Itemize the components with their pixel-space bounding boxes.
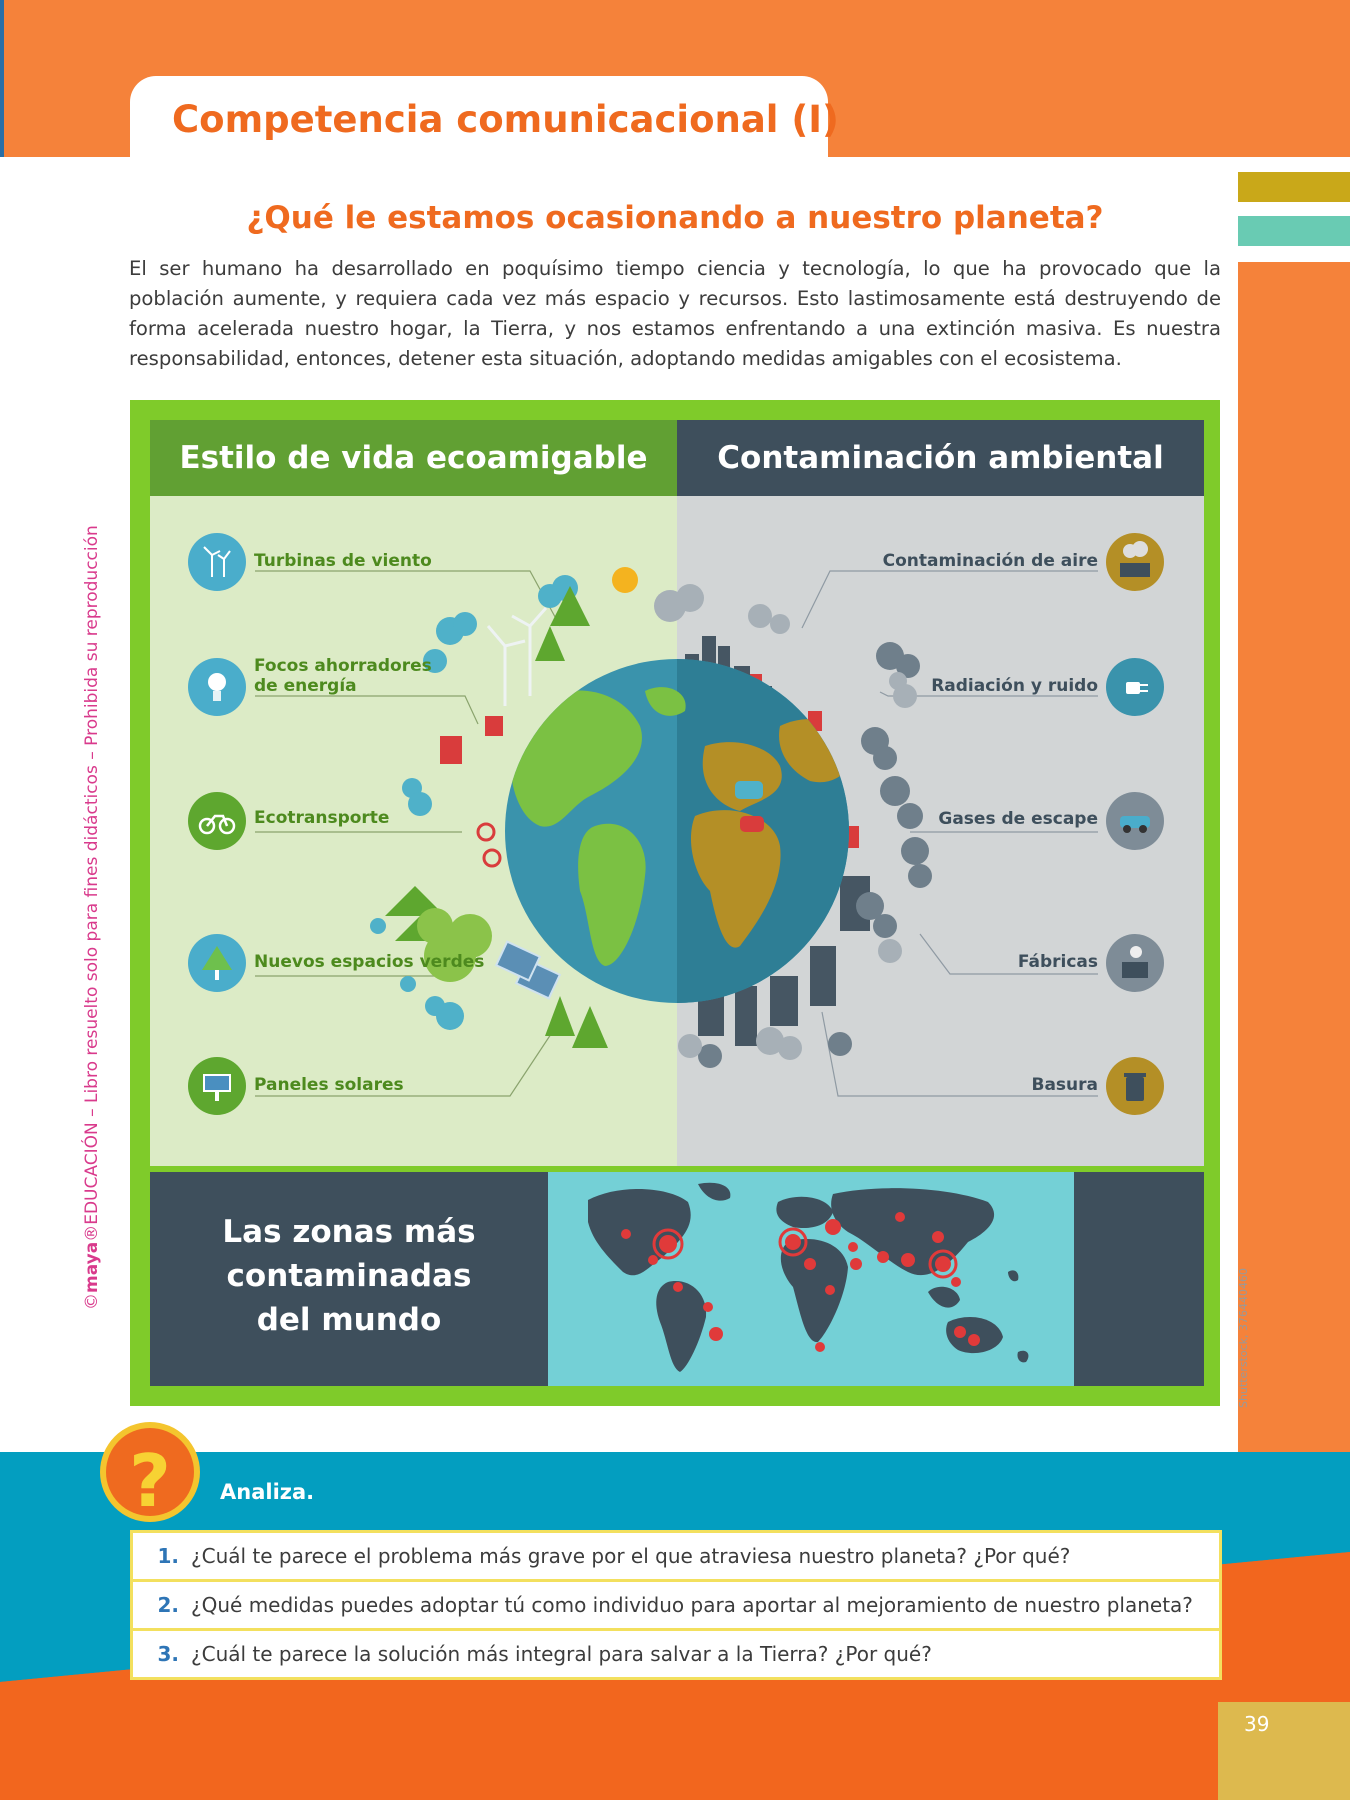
page-number: 39: [1244, 1712, 1270, 1736]
zones-title: [150, 1210, 548, 1342]
svg-text:?: ?: [129, 1439, 171, 1523]
questions-list: [130, 1530, 1222, 1677]
section-heading: ¿Qué le estamos ocasionando a nuestro planeta?: [246, 200, 1104, 236]
analiza-label: Analiza.: [220, 1480, 315, 1504]
lightbulb-icon: [188, 658, 246, 716]
photo-credit: Shutterstock, 376440460: [1237, 1267, 1250, 1408]
trash-can-icon: [1106, 1057, 1164, 1115]
label-espacios-verdes: Nuevos espacios verdes: [254, 952, 485, 972]
page-title: Competencia comunicacional (I): [172, 98, 839, 141]
question-item: [130, 1628, 1222, 1680]
label-paneles: Paneles solares: [254, 1075, 404, 1095]
question-number: 3.: [157, 1642, 179, 1666]
question-item: [130, 1579, 1222, 1631]
brand-name: maya: [82, 1241, 102, 1293]
question-text: ¿Cuál te parece el problema más grave por el que atraviesa nuestro planeta? ¿Por qué?: [191, 1544, 1071, 1568]
pollution-panel-title: Contaminación ambiental: [677, 420, 1204, 496]
label-turbinas: Turbinas de viento: [254, 551, 432, 571]
label-ecotransporte: Ecotransporte: [254, 808, 390, 828]
car-icon: [1106, 792, 1164, 850]
question-text: ¿Cuál te parece la solución más integral para salvar a la Tierra? ¿Por qué?: [191, 1642, 932, 1666]
side-credit-text: EDUCACIÓN – Libro resuelto solo para fines didácticos – Prohibida su reproducción: [82, 525, 102, 1225]
label-focos: Focos ahorradores de energía: [254, 656, 432, 696]
olive-stripe: [1238, 172, 1350, 202]
wind-turbine-icon: [188, 533, 246, 591]
zones-title-line-1: Las zonas más: [222, 1214, 476, 1250]
question-item: [130, 1530, 1222, 1582]
question-number: 2.: [157, 1593, 179, 1617]
bicycle-icon: [188, 792, 246, 850]
intro-paragraph: El ser humano ha desarrollado en poquísimo tiempo ciencia y tecnología, lo que ha provocado que la población aumente, y requiera cada vez más espacio y recursos. Esto lastimosamente está destruyendo de forma acelerada nuestro hogar, la Tierra, y nos estamos enfrentando a una extinción masiva. Es nuestra responsabilidad, entonces, detener esta situación, adoptando medidas amigables con el ecosistema.: [129, 257, 1221, 370]
factory-smoke-icon: [1106, 533, 1164, 591]
plug-icon: [1106, 658, 1164, 716]
top-left-line: [0, 0, 4, 157]
label-fabricas: Fábricas: [1017, 952, 1098, 972]
label-gases: Gases de escape: [938, 809, 1098, 829]
page-number-box: [1218, 1702, 1350, 1800]
tree-icon: [188, 934, 246, 992]
world-map: [548, 1172, 1074, 1386]
zones-title-line-2: contaminadas: [226, 1258, 472, 1294]
factory-icon: [1106, 934, 1164, 992]
solar-panel-icon: [188, 1057, 246, 1115]
zones-title-line-3: del mundo: [256, 1302, 442, 1338]
label-basura: Basura: [1031, 1075, 1098, 1095]
question-mark-icon: [96, 1418, 204, 1526]
earth-illustration: [150, 496, 1204, 1166]
question-number: 1.: [157, 1544, 179, 1568]
label-radiacion: Radiación y ruido: [931, 676, 1098, 696]
eco-panel-title: Estilo de vida ecoamigable: [150, 420, 677, 496]
map-right-strip: [1074, 1172, 1204, 1386]
label-contaminacion-aire: Contaminación de aire: [882, 551, 1098, 571]
side-copyright-credit: ©maya®EDUCACIÓN – Libro resuelto solo para fines didácticos – Prohibida su reproducción: [82, 525, 102, 1310]
teal-stripe: [1238, 216, 1350, 246]
question-text: ¿Qué medidas puedes adoptar tú como individuo para aportar al mejoramiento de nuestro planeta?: [191, 1593, 1193, 1617]
